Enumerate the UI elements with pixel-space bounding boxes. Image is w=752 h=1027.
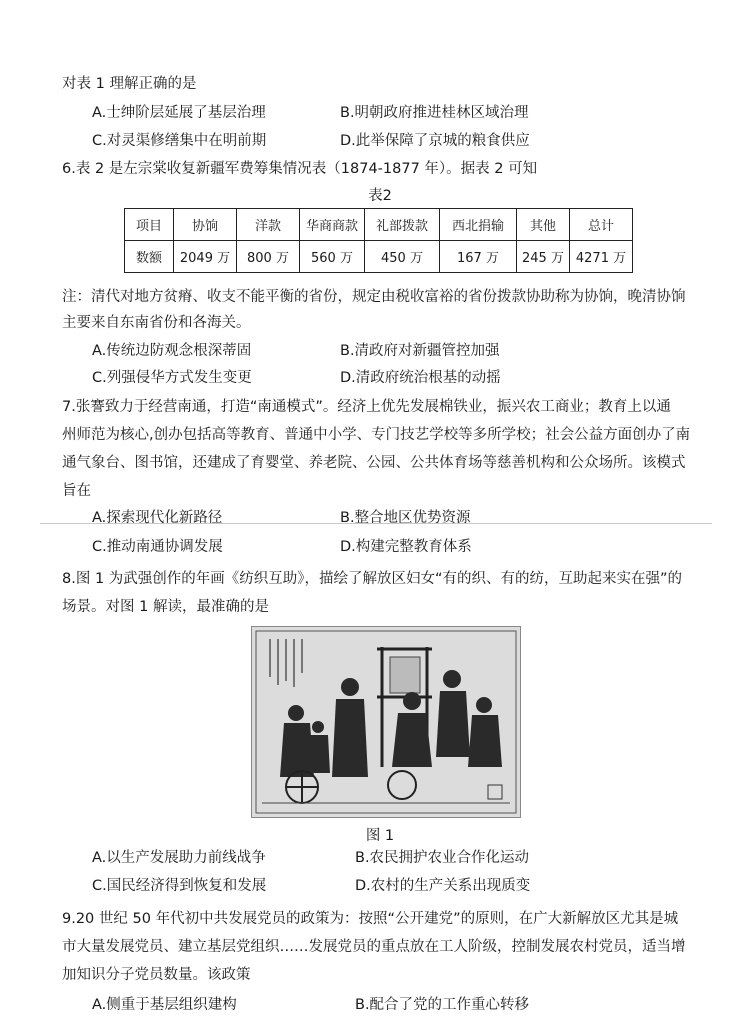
- q9-line-2: 市大量发展党员、建立基层党组织……发展党员的重点放在工人阶级，控制发展农村党员，适当增: [62, 939, 686, 955]
- q6-option-c: C.列强侵华方式发生变更: [92, 370, 252, 386]
- table-header-row: [125, 209, 633, 241]
- table-cell: 2049 万: [174, 241, 237, 273]
- q7-option-a: A.探索现代化新路径: [92, 510, 223, 526]
- figure-1-new-year-painting: [251, 626, 521, 818]
- q9-option-a: A.侧重于基层组织建构: [92, 997, 237, 1013]
- q6-option-a: A.传统边防观念根深蒂固: [92, 343, 252, 359]
- weaving-scene-illustration: [252, 627, 520, 817]
- q6-option-b: B.清政府对新疆管控加强: [340, 343, 500, 359]
- q8-option-b: B.农民拥护农业合作化运动: [355, 850, 530, 866]
- q9-line-1: 9.20 世纪 50 年代初中共发展党员的政策为：按照“公开建党”的原则，在广大新解放区尤其是城: [62, 911, 679, 927]
- q8-option-a: A.以生产发展助力前线战争: [92, 850, 266, 866]
- table-header-cell: 华商商款: [300, 209, 365, 241]
- q6-note-line-2: 主要来自东南省份和各海关。: [62, 315, 251, 331]
- table-cell: 数额: [125, 241, 174, 273]
- table-cell: 450 万: [365, 241, 440, 273]
- table-header-cell: 项目: [125, 209, 174, 241]
- q5-stem: 对表 1 理解正确的是: [62, 76, 197, 92]
- q6-note-line-1: 注：清代对地方贫瘠、收支不能平衡的省份，规定由税收富裕的省份拨款协助称为协饷，晚清协饷: [62, 289, 686, 305]
- q7-option-b: B.整合地区优势资源: [340, 510, 471, 526]
- q5-option-b: B.明朝政府推进桂林区域治理: [340, 105, 529, 121]
- q7-option-d: D.构建完整教育体系: [340, 539, 472, 555]
- table-2-title: 表2: [368, 188, 392, 204]
- q6-option-d: D.清政府统治根基的动摇: [340, 370, 501, 386]
- q5-option-d: D.此举保障了京城的粮食供应: [340, 133, 530, 149]
- table-header-cell: 协饷: [174, 209, 237, 241]
- q9-line-3: 加知识分子党员数量。该政策: [62, 967, 251, 983]
- table-cell: 560 万: [300, 241, 365, 273]
- table-2: [124, 208, 633, 273]
- q5-option-a: A.士绅阶层延展了基层治理: [92, 105, 266, 121]
- q7-line-2: 州师范为核心,创办包括高等教育、普通中小学、专门技艺学校等多所学校；社会公益方面创办了南: [62, 427, 691, 443]
- q6-stem: 6.表 2 是左宗棠收复新疆军费筹集情况表（1874-1877 年）。据表 2 可知: [62, 161, 538, 177]
- table-cell: 245 万: [517, 241, 570, 273]
- q7-line-1: 7.张謇致力于经营南通，打造“南通模式”。经济上优先发展棉铁业，振兴农工商业；教育上以通: [62, 399, 671, 415]
- q9-option-b: B.配合了党的工作重心转移: [355, 997, 530, 1013]
- table-header-cell: 其他: [517, 209, 570, 241]
- table-row: [125, 241, 633, 273]
- q7-option-c: C.推动南通协调发展: [92, 539, 223, 555]
- table-header-cell: 西北捐输: [440, 209, 517, 241]
- q8-option-d: D.农村的生产关系出现质变: [355, 878, 531, 894]
- page-divider: [40, 523, 712, 524]
- table-header-cell: 礼部拨款: [365, 209, 440, 241]
- table-cell: 4271 万: [570, 241, 633, 273]
- table-cell: 167 万: [440, 241, 517, 273]
- q8-option-c: C.国民经济得到恢复和发展: [92, 878, 267, 894]
- figure-1-caption: 图 1: [365, 828, 395, 844]
- q7-line-4: 旨在: [62, 483, 91, 499]
- q5-option-c: C.对灵渠修缮集中在明前期: [92, 133, 267, 149]
- q8-line-2: 场景。对图 1 解读，最准确的是: [62, 599, 269, 615]
- q7-line-3: 通气象台、图书馆，还建成了育婴堂、养老院、公园、公共体育场等慈善机构和公众场所。该模式: [62, 455, 686, 471]
- table-cell: 800 万: [237, 241, 300, 273]
- q8-line-1: 8.图 1 为武强创作的年画《纺织互助》，描绘了解放区妇女“有的织、有的纺，互助起来实在强”的: [62, 571, 683, 587]
- table-header-cell: 总计: [570, 209, 633, 241]
- table-header-cell: 洋款: [237, 209, 300, 241]
